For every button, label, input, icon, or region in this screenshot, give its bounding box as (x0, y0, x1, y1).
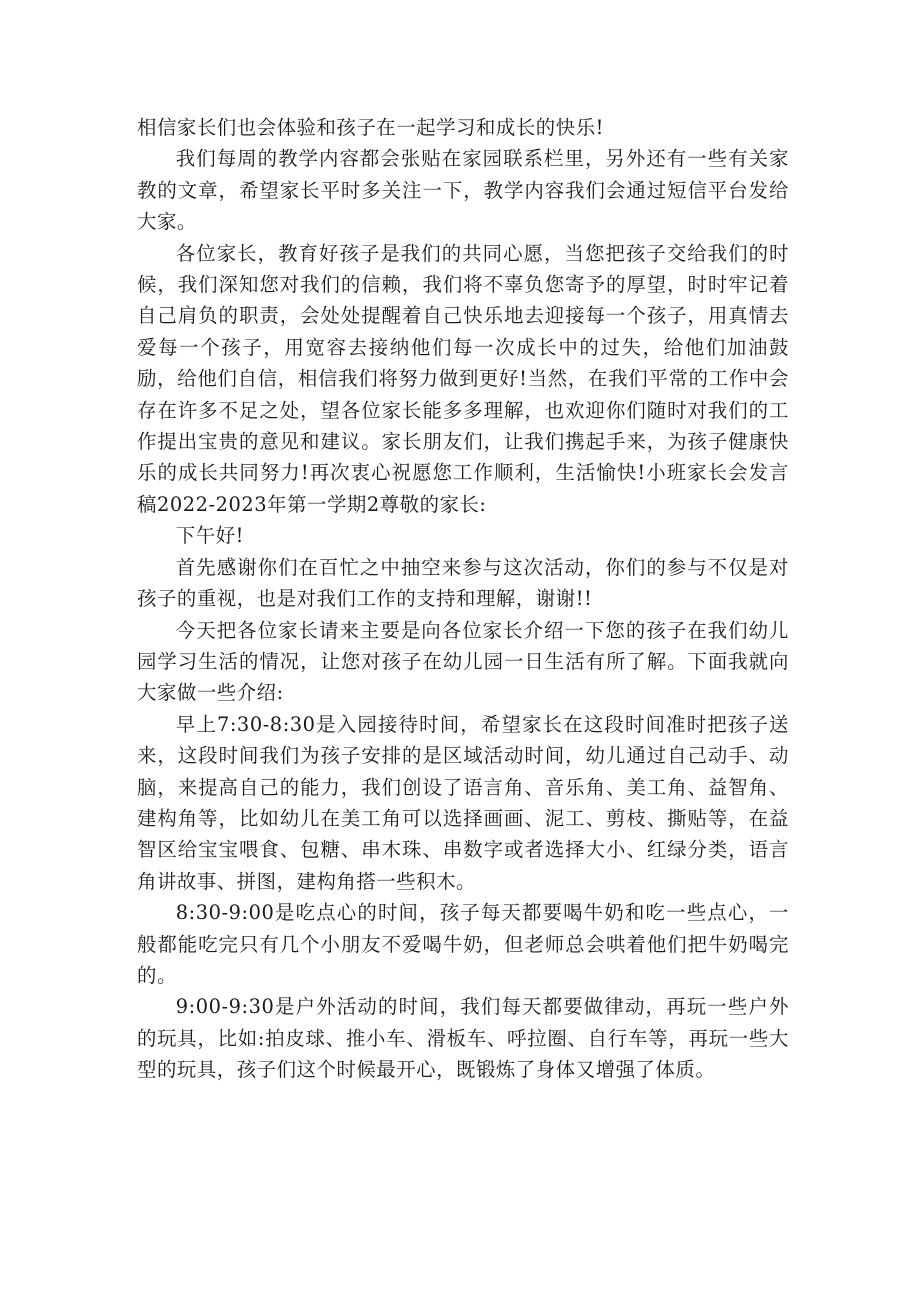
document-body (137, 112, 789, 1086)
paragraph-7: 早上7:30-8:30是入园接待时间，希望家长在这段时间准时把孩子送来，这段时间我们为孩子安排的是区域活动时间，幼儿通过自己动手、动脑，来提高自己的能力，我们创设了语言角、音乐角、美工角、益智角、建构角等，比如幼儿在美工角可以选择画画、泥工、剪枝、撕贴等，在益智区给宝宝喂食、包糖、串木珠、串数字或者选择大小、红绿分类，语言角讲故事、拼图，建构角搭一些积木。 (137, 712, 789, 893)
paragraph-8: 8:30-9:00是吃点心的时间，孩子每天都要喝牛奶和吃一些点心，一般都能吃完只有几个小朋友不爱喝牛奶，但老师总会哄着他们把牛奶喝完的。 (137, 901, 789, 987)
paragraph-2: 我们每周的教学内容都会张贴在家园联系栏里，另外还有一些有关家教的文章，希望家长平时多关注一下，教学内容我们会通过短信平台发给大家。 (137, 147, 789, 234)
paragraph-4: 下午好! (175, 524, 244, 548)
paragraph-1: 相信家长们也会体验和孩子在一起学习和成长的快乐! (137, 116, 604, 139)
paragraph-6: 今天把各位家长请来主要是向各位家长介绍一下您的孩子在我们幼儿园学习生活的情况，让您对孩子在幼儿园一日生活有所了解。下面我就向大家做一些介绍: (137, 618, 789, 705)
paragraph-5: 首先感谢你们在百忙之中抽空来参与这次活动，你们的参与不仅是对孩子的重视，也是对我们工作的支持和理解，谢谢!! (137, 555, 789, 611)
paragraph-9: 9:00-9:30是户外活动的时间，我们每天都要做律动，再玩一些户外的玩具，比如:拍皮球、推小车、滑板车、呼拉圈、自行车等，再玩一些大型的玩具，孩子们这个时候最开心，既锻炼了身体又增强了体质。 (137, 995, 789, 1082)
paragraph-3: 各位家长，教育好孩子是我们的共同心愿，当您把孩子交给我们的时候，我们深知您对我们的信赖，我们将不辜负您寄予的厚望，时时牢记着自己肩负的职责，会处处提醒着自己快乐地去迎接每一个孩子，用真情去爱每一个孩子，用宽容去接纳他们每一次成长中的过失，给他们加油鼓励，给他们自信，相信我们将努力做到更好!当然，在我们平常的工作中会存在许多不足之处，望各位家长能多多理解，也欢迎你们随时对我们的工作提出宝贵的意见和建议。家长朋友们，让我们携起手来，为孩子健康快乐的成长共同努力!再次衷心祝愿您工作顺利，生活愉快!小班家长会发言稿2022-2023年第一学期2尊敬的家长: (137, 241, 789, 516)
